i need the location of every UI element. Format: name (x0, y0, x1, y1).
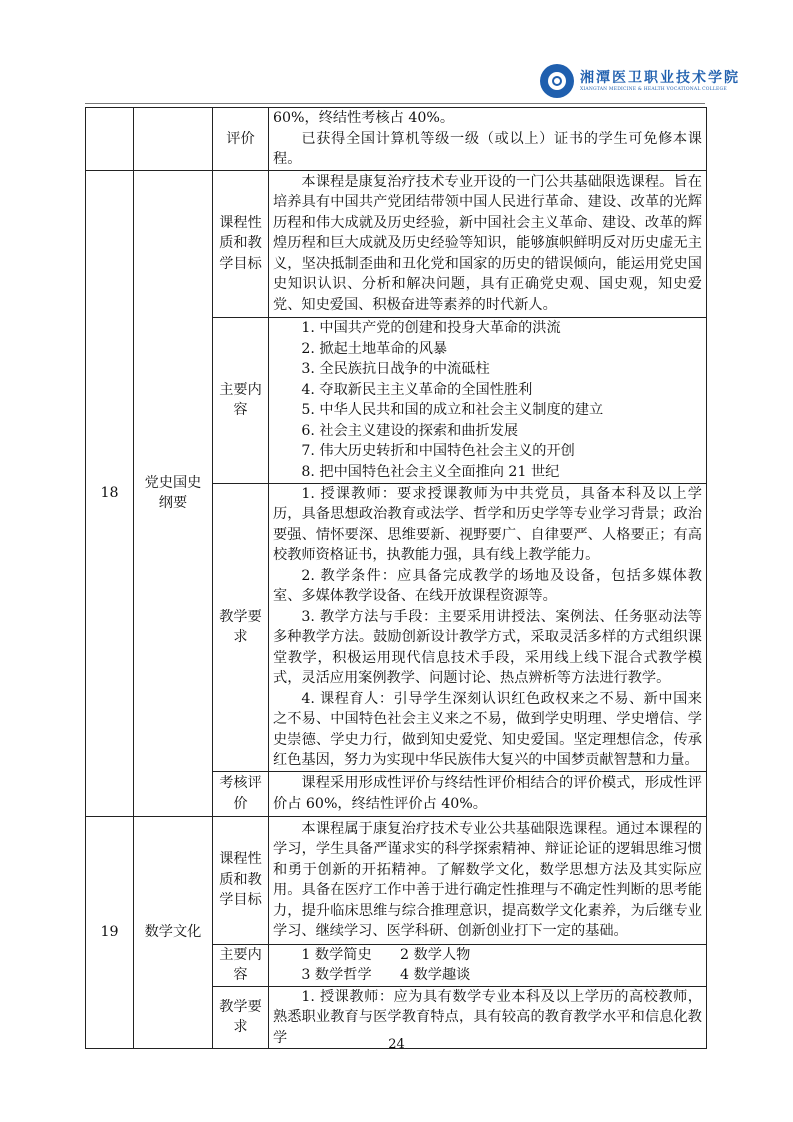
course-number: 19 (86, 816, 134, 1049)
table-row (86, 170, 707, 317)
table-row (86, 108, 707, 171)
cell-label: 教学要求 (213, 986, 269, 1049)
evaluation-text: 课程采用形成性评价与终结性评价相结合的评价模式，形成性评价占 60%，终结性评价占 40%。 (273, 775, 702, 812)
cell-content (269, 108, 707, 171)
requirement-item: 1. 授课教师：要求授课教师为中共党员，具备本科及以上学历，具备思想政治教育或法学、哲学和历史学等专业学习背景；政治要强、情怀要深、思维要新、视野要广、自律要严、人格要正；有高校教师资格证书，执教能力强，具有线上教学能力。 (273, 485, 702, 563)
page-header (0, 0, 793, 108)
content-item: 1 数学简史 2 数学人物 (301, 946, 471, 963)
cell-label: 课程性质和教学目标 (213, 816, 269, 944)
cell-content (269, 483, 707, 771)
college-logo (540, 64, 740, 98)
college-seal-icon (540, 64, 574, 98)
cell-content (269, 170, 707, 317)
content-item: 3. 全民族抗日战争的中流砥柱 (301, 361, 490, 377)
content-item: 4. 夺取新民主主义革命的全国性胜利 (301, 381, 533, 398)
content-item: 6. 社会主义建设的探索和曲折发展 (301, 422, 519, 439)
cell-label: 主要内容 (213, 317, 269, 483)
requirement-item: 1. 授课教师：应为具有数学专业本科及以上学历的高校教师，熟悉职业教育与医学教育特点，具有较高的教育教学水平和信息化教学 (273, 988, 702, 1046)
course-goal: 本课程是康复治疗技术专业开设的一门公共基础限选课程。旨在培养具有中国共产党团结带领中国人民进行革命、建设、改革的光辉历程和伟大成就及历史经验，新中国社会主义革命、建设、改革的辉煌历程和巨大成就及历史经验等知识，能够旗帜鲜明反对历史虚无主义，坚决抵制歪曲和丑化党和国家的历史的错误倾向，能运用党史国史知识认识、分析和解决问题，具有正确党史观、国史观，知史爱党、知史爱国、积极奋进等素养的时代新人。 (273, 173, 702, 313)
requirement-item: 3. 教学方法与手段：主要采用讲授法、案例法、任务驱动法等多种教学方法。鼓励创新设计教学方式，采取灵活多样的方式组织课堂教学，积极运用现代信息技术手段，采用线上线下混合式教学模式，灵活应用案例教学、问题讨论、热点辨析等方法进行教学。 (273, 608, 702, 686)
cell-content (269, 771, 707, 816)
table-row (86, 816, 707, 944)
cell-label: 考核评价 (213, 771, 269, 816)
content-item: 1. 中国共产党的创建和投身大革命的洪流 (301, 320, 561, 336)
course-name: 数学文化 (134, 816, 213, 1049)
content-item: 5. 中华人民共和国的成立和社会主义制度的建立 (301, 402, 604, 418)
content-item: 8. 把中国特色社会主义全面推向 21 世纪 (301, 463, 560, 480)
cell-content (269, 816, 707, 944)
curriculum-table (85, 107, 707, 1049)
requirement-item: 2. 教学条件：应具备完成教学的场地及设备，包括多媒体教室、多媒体教学设备、在线开放课程资源等。 (273, 567, 702, 604)
cell-content (269, 317, 707, 483)
course-goal: 本课程属于康复治疗技术专业公共基础限选课程。通过本课程的学习，学生具备严谨求实的科学探索精神、辩证论证的逻辑思维习惯和勇于创新的开拓精神。了解数学文化，数学思想方法及其实际应用。具备在医疗工作中善于进行确定性推理与不确定性判断的思考能力，提升临床思维与综合推理意识，提高数学文化素养，为后继专业学习、继续学习、医学科研、创新创业打下一定的基础。 (273, 820, 702, 939)
header-divider (85, 103, 705, 104)
logo-chinese-name: 湘潭医卫职业技术学院 (580, 69, 740, 86)
cell-label: 教学要求 (213, 483, 269, 771)
text-line: 60%，终结性考核占 40%。 (273, 110, 455, 126)
cell-content (269, 944, 707, 986)
content-item: 3 数学哲学 4 数学趣谈 (301, 967, 471, 983)
text-line: 已获得全国计算机等级一级（或以上）证书的学生可免修本课程。 (273, 130, 702, 167)
course-name: 党史国史纲要 (134, 170, 213, 816)
page-number: 24 (388, 1037, 405, 1052)
cell-label: 课程性质和教学目标 (213, 170, 269, 317)
requirement-item: 4. 课程育人：引导学生深刻认识红色政权来之不易、新中国来之不易、中国特色社会主义来之不易，做到学史明理、学史增信、学史崇德、学史力行，做到知史爱党、知史爱国。坚定理想信念，传承红色基因，努力为实现中华民族伟大复兴的中国梦贡献智慧和力量。 (273, 690, 702, 768)
content-item: 7. 伟大历史转折和中国特色社会主义的开创 (301, 443, 575, 459)
course-number: 18 (86, 170, 134, 816)
content-item: 2. 掀起土地革命的风暴 (301, 340, 448, 357)
cell-label: 主要内容 (213, 944, 269, 986)
logo-english-name: XIANGTAN MEDICINE & HEALTH VOCATIONAL COLLEGE (580, 86, 727, 92)
cell-label: 评价 (213, 108, 269, 171)
